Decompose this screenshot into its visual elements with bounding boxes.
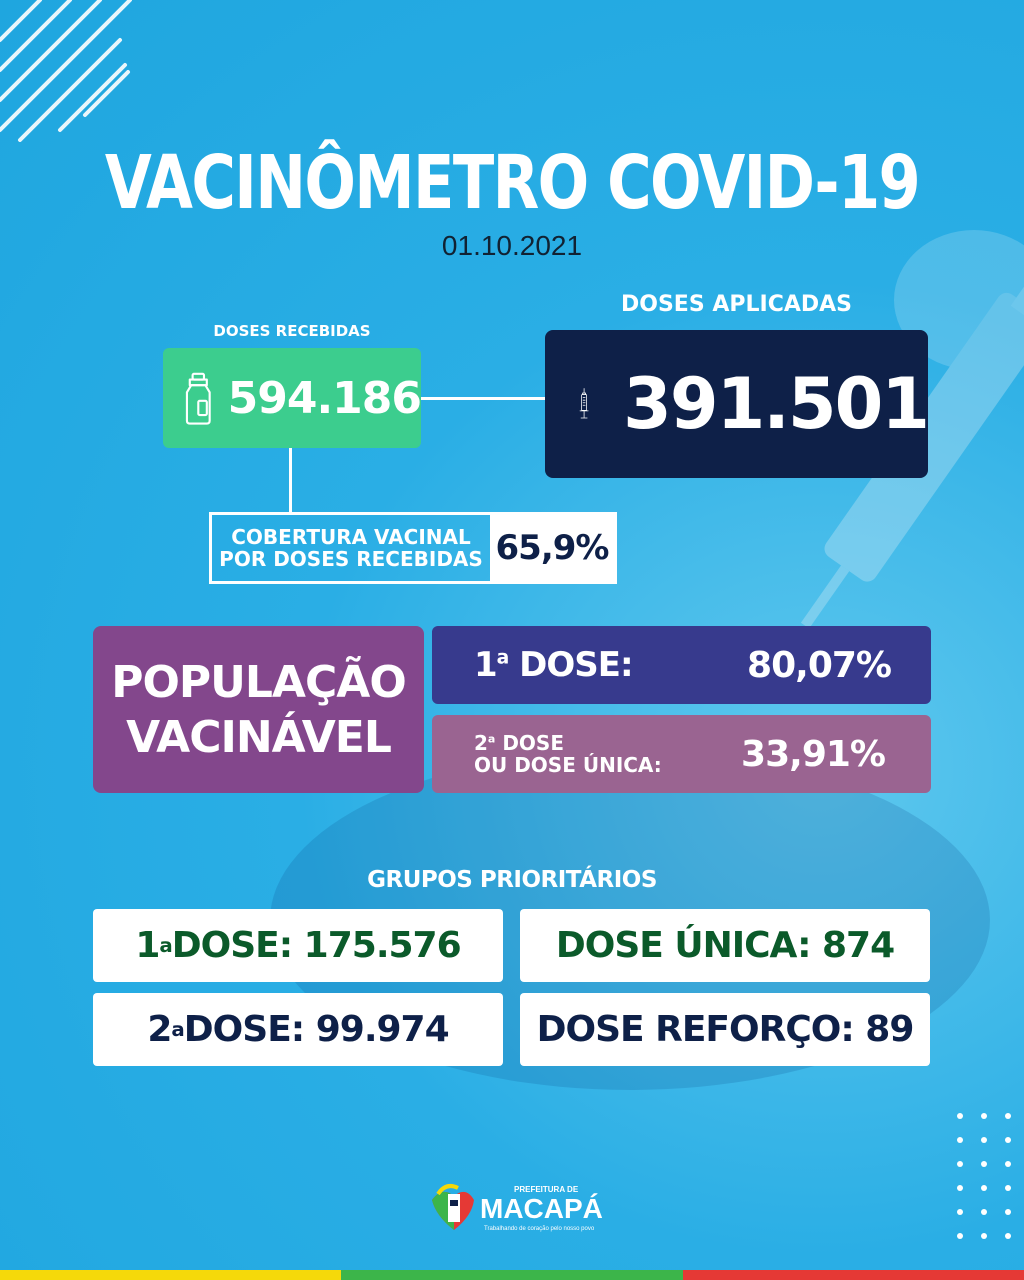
doses-recebidas-value: 594.186 — [227, 372, 421, 424]
decorative-dots — [954, 1110, 1014, 1240]
bottom-bar-red — [683, 1270, 1024, 1280]
primeira-dose-label: 1$^a$ DOSE: — [474, 645, 633, 685]
connector-line — [289, 448, 292, 512]
primeira-dose-box — [432, 626, 931, 704]
doses-aplicadas-box — [545, 330, 928, 478]
grupos-segunda-dose-card: 2 a DOSE: 99.974 — [93, 993, 503, 1066]
svg-text:Trabalhando de coração pelo no: Trabalhando de coração pelo nosso povo — [484, 1226, 595, 1232]
prefeitura-macapa-logo — [428, 1180, 608, 1235]
syringe-icon — [579, 339, 589, 469]
doses-aplicadas-label: DOSES APLICADAS — [621, 292, 852, 317]
doses-recebidas-box — [163, 348, 421, 448]
doses-aplicadas-value: 391.501 — [623, 363, 928, 445]
vaccine-vial-icon — [177, 358, 220, 438]
grupos-dose-reforco-card: DOSE REFORÇO: 89 — [520, 993, 930, 1066]
segunda-dose-label: 2$^a$ DOSE OU DOSE ÚNICA: — [474, 731, 662, 777]
grupos-dose-unica-card: DOSE ÚNICA: 874 — [520, 909, 930, 982]
cobertura-vacinal-value: 65,9% — [490, 515, 614, 581]
grupos-primeira-dose-card: 1 a DOSE: 175.576 — [93, 909, 503, 982]
populacao-title-line1: POPULAÇÃO — [111, 656, 406, 708]
connector-line — [421, 397, 545, 400]
report-date: 01.10.2021 — [441, 230, 583, 261]
primeira-dose-value: 80,07% — [747, 644, 891, 686]
cobertura-vacinal-box — [209, 512, 617, 584]
bottom-color-bar — [0, 1270, 1024, 1280]
svg-text:MACAPÁ: MACAPÁ — [480, 1193, 603, 1224]
populacao-title-line2: VACINÁVEL — [126, 711, 391, 763]
doses-recebidas-label: DOSES RECEBIDAS — [213, 322, 371, 340]
populacao-vacinavel-box — [93, 626, 424, 793]
segunda-dose-box — [432, 715, 931, 793]
segunda-dose-value: 33,91% — [741, 733, 885, 775]
bottom-bar-green — [341, 1270, 682, 1280]
page-title: VACINÔMETRO COVID-19 — [104, 140, 920, 226]
bottom-bar-yellow — [0, 1270, 341, 1280]
svg-text:PREFEITURA DE: PREFEITURA DE — [514, 1185, 579, 1194]
grupos-prioritarios-title: GRUPOS PRIORITÁRIOS — [367, 867, 657, 893]
cobertura-vacinal-label: COBERTURA VACINAL POR DOSES RECEBIDAS — [219, 525, 483, 571]
decorative-stripes — [0, 0, 180, 150]
